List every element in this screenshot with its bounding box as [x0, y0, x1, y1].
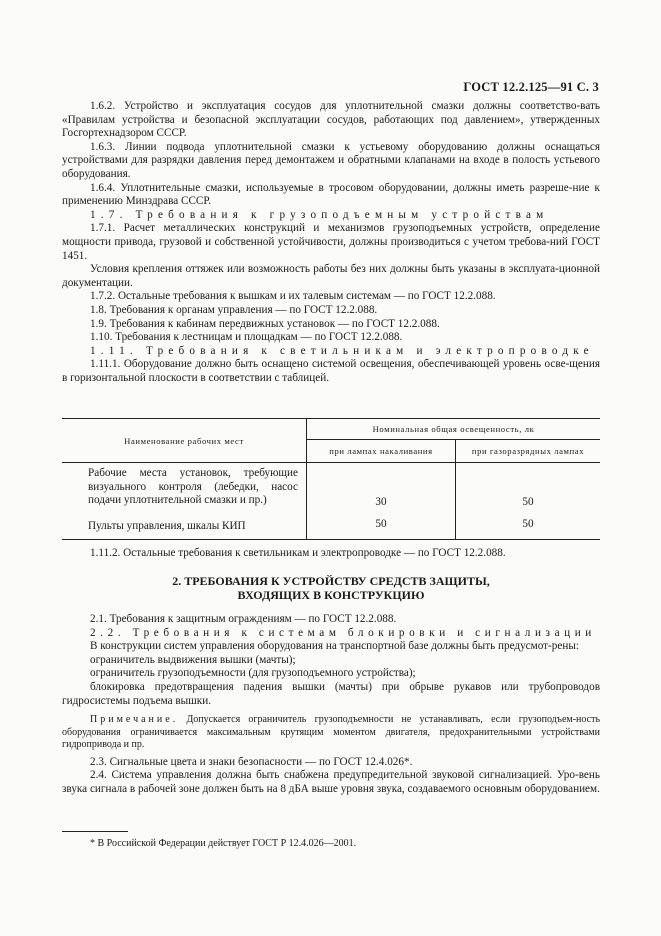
paragraph-1-6-3: 1.6.3. Линии подвода уплотнительной смазки к устьевому оборудованию должны оснащаться устройствами для разрядки давления перед демонтажем и обратными клапанами на входе в полость устьевого оборудования. [62, 140, 600, 180]
table-header-discharge: при газоразрядных лампах [456, 440, 601, 463]
paragraph-2-1: 2.1. Требования к защитным ограждениям — по ГОСТ 12.2.088. [90, 613, 397, 625]
paragraph-1-11-2: 1.11.2. Остальные требования к светильникам и электропроводке — по ГОСТ 12.2.088. [90, 547, 506, 559]
illumination-table [62, 418, 600, 540]
table-header-workplaces: Наименование рабочих мест [62, 419, 307, 463]
table-row [62, 510, 600, 540]
table-cell-name: Пульты управления, шкалы КИП [62, 510, 307, 540]
paragraph-2-4: 2.4. Система управления должна быть снабжена предупредительной звуковой сигнализацией. Уро-вень звука сигнала в рабочей зоне должен быть на 8 дБА выше уровня звука, создаваемого основным оборудованием. [62, 769, 600, 795]
heading-1-7: 1.7. Требования к грузоподъемным устройствам [90, 208, 549, 221]
paragraph-1-7-2: 1.7.2. Остальные требования к вышкам и их талевым системам — по ГОСТ 12.2.088. [90, 290, 496, 303]
table-cell-incandescent: 50 [307, 510, 456, 540]
paragraph-1-9: 1.9. Требования к кабинам передвижных установок — по ГОСТ 12.2.088. [90, 317, 440, 330]
section-2-title-line-1: 2. ТРЕБОВАНИЯ К УСТРОЙСТВУ СРЕДСТВ ЗАЩИТЫ, [172, 574, 490, 588]
table-header-incandescent: при лампах накаливания [307, 440, 456, 463]
page-header: ГОСТ 12.2.125—91 С. 3 [463, 80, 599, 94]
paragraph-1-11-2-wrap [62, 547, 600, 561]
table-header-illumination: Номинальная общая освещенность, лк [307, 419, 601, 440]
table-cell-discharge: 50 [522, 495, 534, 508]
paragraph-conditions: Условия крепления оттяжек или возможность работы без них должны быть указаны в эксплуата-ционной документации. [62, 263, 600, 289]
list-item: ограничитель выдвижения вышки (мачты); [90, 653, 296, 666]
section-2-title [62, 574, 600, 602]
paragraph-1-6-4: 1.6.4. Уплотнительные смазки, используемые в тросовом оборудовании, должны иметь разреше-ние к применению Минздрава СССР. [62, 181, 600, 208]
paragraph-2-3: 2.3. Сигнальные цвета и знаки безопасности — по ГОСТ 12.4.026*. [90, 755, 413, 768]
paragraph-1-8: 1.8. Требования к органам управления — по ГОСТ 12.2.088. [90, 303, 378, 316]
paragraph-1-6-2: 1.6.2. Устройство и эксплуатация сосудов для уплотнительной смазки должны соответство-вать «Правилам устройства и безопасной эксплуатации сосудов, работающих под давлением», утвержденных Госгортехнадзором СССР. [62, 100, 600, 140]
list-item: ограничитель грузоподъемности (для грузоподъемного устройства); [90, 667, 416, 680]
note [62, 714, 600, 752]
table-cell-discharge: 50 [522, 518, 534, 531]
section-2-title-line-2: ВХОДЯЩИХ В КОНСТРУКЦИЮ [237, 588, 425, 602]
paragraphs-top [62, 100, 600, 385]
note-text: Допускается ограничитель грузоподъемности не устанавливать, если грузоподъем-ность оборудования ограничивается максимальным крутящим моментом двигателя, предохранительными устройствами гидропривода и пр. [62, 714, 601, 751]
paragraph-1-11-1: 1.11.1. Оборудование должно быть оснащено системой освещения, обеспечивающей уровень осве-щения в горизонтальной плоскости в соответствии с таблицей. [62, 358, 600, 384]
note-label: Примечание. [90, 714, 179, 726]
table-cell-name: Рабочие места установок, требующие визуального контроля (лебедки, насос подачи уплотнительной смазки и пр.) [62, 463, 307, 510]
paragraph-1-7-1: 1.7.1. Расчет металлических конструкций и механизмов грузоподъемных устройств, определение мощности привода, грузовой и собственной устойчивости, должны производиться с учетом требова-ний ГОСТ 1451. [62, 222, 600, 262]
heading-1-11: 1.11. Требования к светильникам и электропроводке [90, 344, 594, 357]
paragraph-2-2-text: В конструкции систем управления оборудования на транспортной базе должны быть предусмот-рены: [90, 640, 579, 653]
section-2-body [62, 613, 600, 796]
footnote-divider [62, 831, 128, 832]
list-item: блокировка предотвращения падения вышки (мачты) при обрыве рукавов или трубопроводов гидросистемы подъема вышки. [62, 680, 600, 707]
table-cell-incandescent: 30 [307, 463, 456, 510]
table-row [62, 463, 600, 510]
footnote: * В Российской Федерации действует ГОСТ Р 12.4.026—2001. [90, 838, 357, 849]
paragraph-1-10: 1.10. Требования к лестницам и площадкам — по ГОСТ 12.2.088. [90, 331, 403, 344]
heading-2-2: 2.2. Требования к системам блокировки и сигнализации [90, 626, 596, 639]
